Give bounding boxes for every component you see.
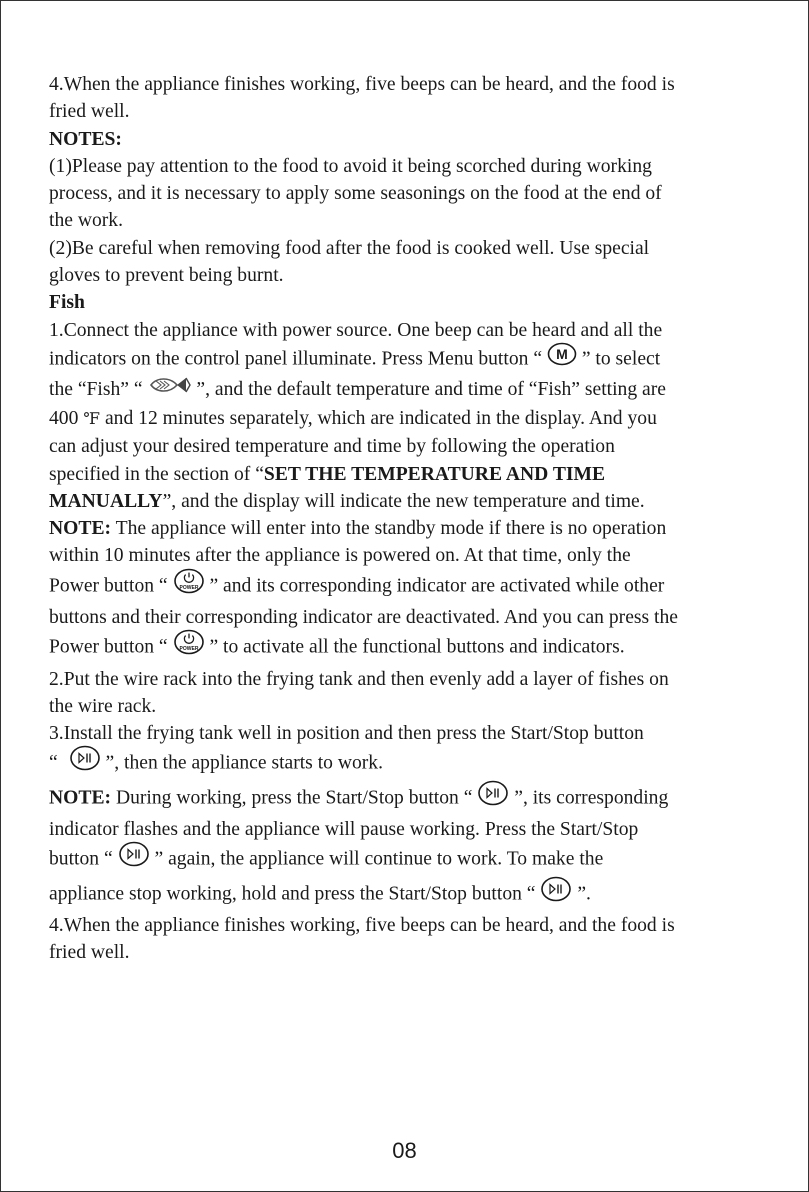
- fish-step-1-line-3: [49, 376, 761, 405]
- note-1-line-1: (1)Please pay attention to the food to avoid it being scorched during working: [49, 155, 652, 177]
- note-2-line-2: gloves to prevent being burnt.: [49, 265, 284, 287]
- pause-note-line-2: indicator flashes and the appliance will pause working. Press the Start/Stop: [49, 819, 639, 841]
- fahrenheit-unit: ℉: [83, 410, 101, 428]
- text-segment: specified in the section of “: [49, 463, 264, 485]
- standby-note-line-4: buttons and their corresponding indicator are deactivated. And you can press the: [49, 606, 678, 628]
- text-segment: Power button “: [49, 575, 168, 597]
- text-segment: ”, and the default temperature and time of “Fish” setting are: [196, 379, 666, 401]
- start-stop-button-icon: [69, 745, 101, 779]
- fish-step-2-line-1: 2.Put the wire rack into the frying tank and then evenly add a layer of fishes on: [49, 668, 669, 690]
- fish-step-4-line-2: fried well.: [49, 942, 130, 964]
- text-segment: ”.: [577, 883, 591, 905]
- fish-step-1-line-6: [49, 461, 761, 488]
- text-segment: ” and its corresponding indicator are activated while other: [209, 575, 665, 597]
- text-segment: ”, then the appliance starts to work.: [105, 753, 384, 775]
- power-icon-label: POWER: [179, 584, 198, 591]
- note-1-line-2: process, and it is necessary to apply some seasonings on the food at the end of: [49, 183, 662, 205]
- note-label: NOTE:: [49, 518, 112, 540]
- menu-icon-letter: M: [556, 345, 568, 362]
- power-button-icon: [173, 629, 205, 663]
- step-4-line-2: fried well.: [49, 101, 130, 123]
- note-2-line-1: (2)Be careful when removing food after the food is cooked well. Use special: [49, 237, 650, 259]
- fish-icon: [148, 375, 192, 403]
- standby-note-line-1: [49, 515, 761, 542]
- fish-step-2-line-2: the wire rack.: [49, 695, 157, 717]
- fish-step-1-line-1: 1.Connect the appliance with power source. One beep can be heard and all the: [49, 319, 663, 341]
- text-segment: indicators on the control panel illuminate. Press Menu button “: [49, 348, 543, 370]
- start-stop-button-icon: [118, 841, 150, 875]
- text-segment: ”, its corresponding: [514, 787, 669, 809]
- text-segment: “: [49, 753, 58, 775]
- menu-button-icon: [547, 342, 577, 374]
- standby-note-line-5: [49, 631, 761, 665]
- text-segment: button “: [49, 849, 113, 871]
- power-button-icon: [173, 568, 205, 602]
- body-text: [49, 71, 761, 967]
- section-reference-cont: MANUALLY: [49, 490, 163, 512]
- start-stop-button-icon: [477, 780, 509, 814]
- temperature-value: 400: [49, 407, 79, 429]
- text-segment: Power button “: [49, 636, 168, 658]
- pause-note-line-3: [49, 843, 761, 877]
- page-number: 08: [392, 1138, 417, 1163]
- start-stop-button-icon: [540, 876, 572, 910]
- fish-step-3-line-1: 3.Install the frying tank well in position and then press the Start/Stop button: [49, 723, 644, 745]
- text-segment: and 12 minutes separately, which are indicated in the display. And you: [104, 407, 657, 429]
- text-segment: the “Fish” “: [49, 379, 143, 401]
- fish-heading: Fish: [49, 292, 85, 314]
- fish-step-1-line-7: [49, 488, 761, 515]
- pause-note-line-1: [49, 782, 761, 816]
- notes-heading: NOTES:: [49, 128, 122, 150]
- fish-step-3-line-2: [49, 747, 761, 781]
- text-segment: ” to activate all the functional buttons and indicators.: [209, 636, 625, 658]
- fish-step-1-line-2: [49, 344, 761, 376]
- text-segment: During working, press the Start/Stop button “: [111, 787, 473, 809]
- text-segment: ” again, the appliance will continue to work. To make the: [154, 849, 604, 871]
- text-segment: ” to select: [581, 348, 661, 370]
- section-reference: SET THE TEMPERATURE AND TIME: [263, 463, 606, 485]
- fish-step-1-line-5: can adjust your desired temperature and time by following the operation: [49, 436, 615, 458]
- note-label: NOTE:: [49, 787, 112, 809]
- text-segment: ”, and the display will indicate the new temperature and time.: [162, 490, 645, 512]
- text-segment: The appliance will enter into the standby mode if there is no operation: [111, 518, 667, 540]
- power-icon-label: POWER: [179, 646, 198, 653]
- standby-note-line-3: [49, 570, 761, 604]
- fish-step-1-line-4: [49, 405, 761, 433]
- standby-note-line-2: within 10 minutes after the appliance is powered on. At that time, only the: [49, 545, 631, 567]
- step-4-line-1: 4.When the appliance finishes working, five beeps can be heard, and the food is: [49, 74, 675, 95]
- text-segment: appliance stop working, hold and press the Start/Stop button “: [49, 883, 536, 905]
- note-1-line-3: the work.: [49, 210, 124, 232]
- pause-note-line-4: [49, 878, 761, 912]
- fish-step-4-line-1: 4.When the appliance finishes working, five beeps can be heard, and the food is: [49, 914, 675, 936]
